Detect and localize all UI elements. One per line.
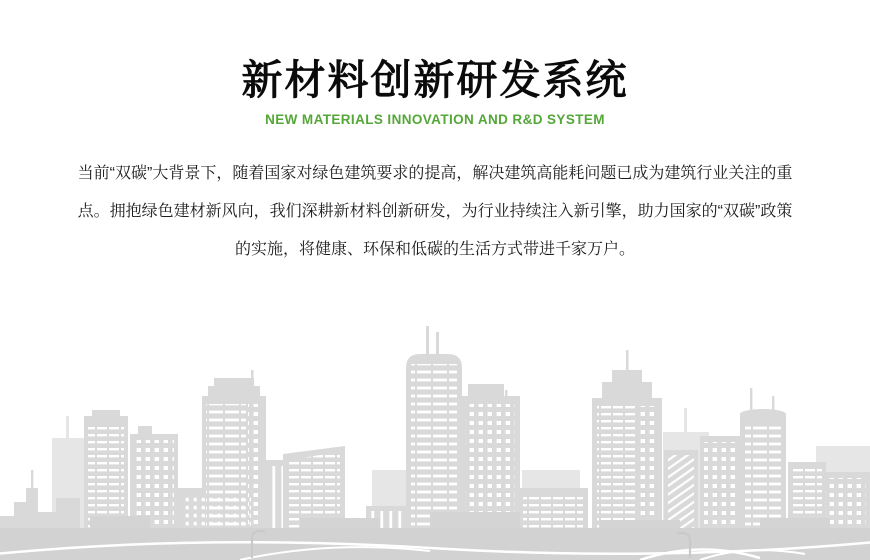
page-subtitle-en: NEW MATERIALS INNOVATION AND R&D SYSTEM — [265, 112, 605, 128]
city-skyline-illustration — [0, 320, 870, 560]
page-title: 新材料创新研发系统 — [241, 57, 629, 103]
intro-paragraph: 当前“双碳”大背景下，随着国家对绿色建筑要求的提高，解决建筑高能耗问题已成为建筑行业关注的重点。拥抱绿色建材新风向，我们深耕新材料创新研发，为行业持续注入新引擎，助力国家的“双碳”政策的实施，将健康、环保和低碳的生活方式带进千家万户。 — [77, 165, 793, 259]
